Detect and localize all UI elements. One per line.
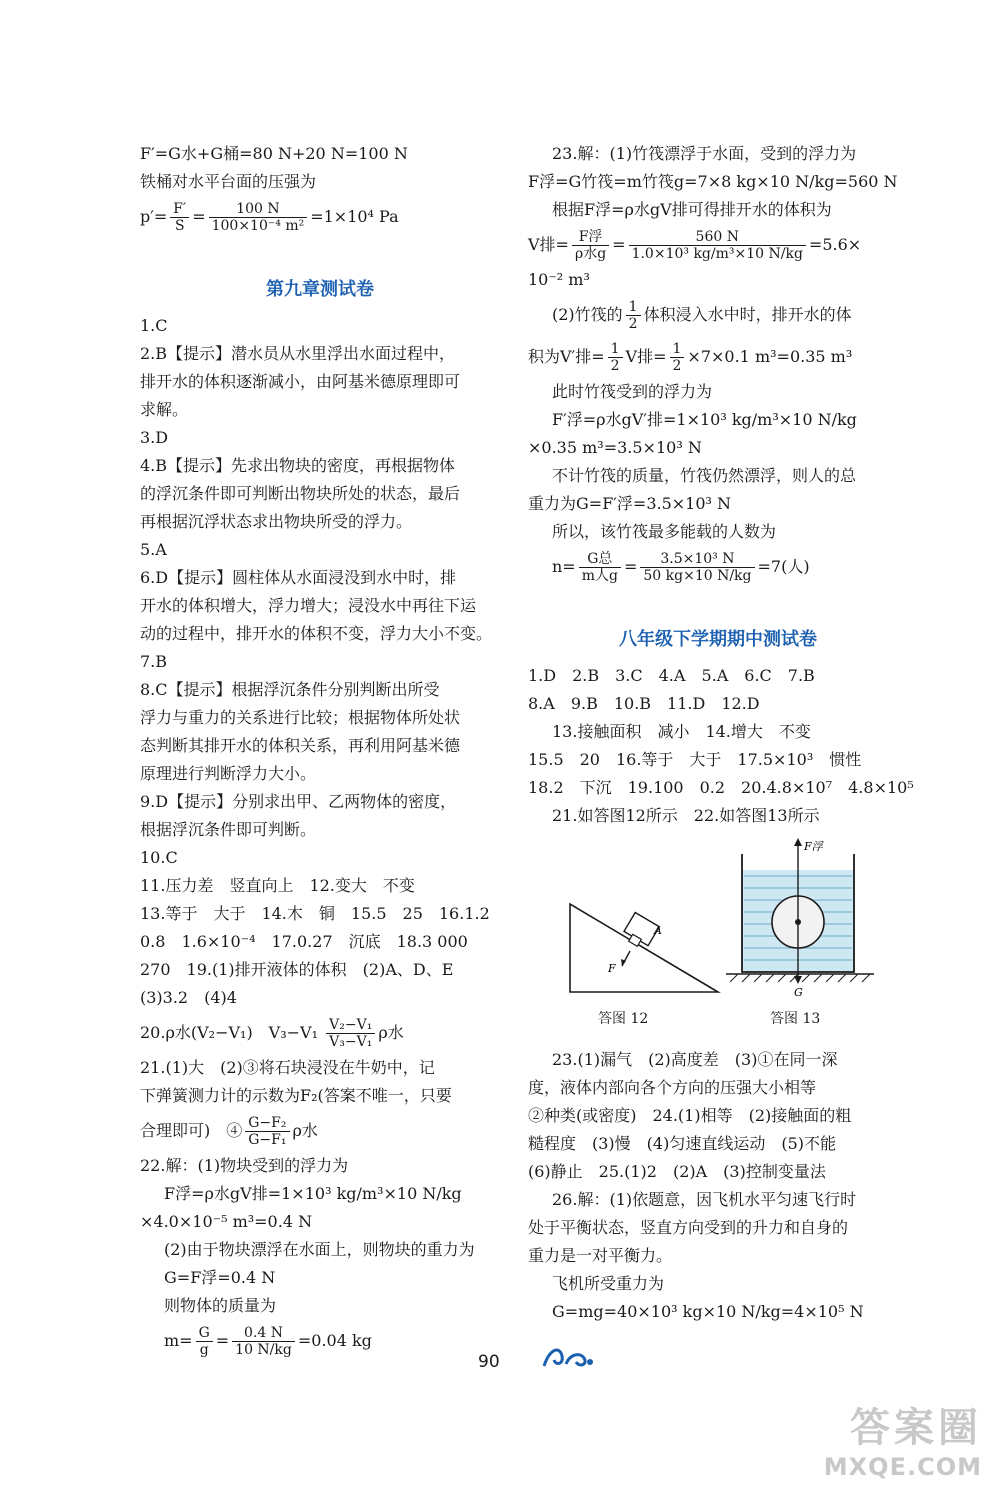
- answer-line: (3)3.2 (4)4: [140, 988, 237, 1007]
- answer-line: 动的过程中，排开水的体积不变，浮力大小不变。: [140, 624, 493, 643]
- answer-line: 原理进行判断浮力大小。: [140, 764, 317, 783]
- answer-line: 10.C: [140, 848, 178, 867]
- answer-line: 23.解：(1)竹筏漂浮于水面，受到的浮力为: [552, 144, 857, 163]
- answer-line: 求解。: [140, 400, 189, 419]
- answer-line: 0.8 1.6×10⁻⁴ 17.0.27 沉底 18.3 000: [140, 932, 468, 951]
- fraction: [170, 201, 189, 234]
- label-g: G: [794, 986, 803, 996]
- answer-line: 21.(1)大 (2)③将石块浸没在牛奶中，记: [140, 1058, 435, 1077]
- answer-line: ②种类(或密度) 24.(1)相等 (2)接触面的粗: [528, 1106, 852, 1125]
- answer-line: 糙程度 (3)慢 (4)匀速直线运动 (5)不能: [528, 1134, 836, 1153]
- answer-line: F浮=ρ水gV排=1×10³ kg/m³×10 N/kg: [164, 1184, 462, 1203]
- fraction-numerator: 1: [670, 341, 685, 358]
- watermark-url: MXQE.COM: [823, 1453, 982, 1481]
- fraction: [196, 1325, 213, 1358]
- answer-line: 根据F浮=ρ水gV排可得排开水的体积为: [552, 200, 832, 219]
- label-f: F: [608, 962, 616, 975]
- fraction-denominator: ρ水g: [574, 246, 607, 262]
- figure-caption: 答图 12: [598, 1011, 649, 1027]
- formula-text: 合理即可) ④: [140, 1121, 243, 1140]
- answer-line: 23.(1)漏气 (2)高度差 (3)①在同一深: [552, 1050, 838, 1069]
- fraction-numerator: G−F₂: [245, 1115, 289, 1132]
- fraction: [626, 299, 641, 332]
- answer-line: 1.D 2.B 3.C 4.A 5.A 6.C 7.B: [528, 666, 815, 685]
- fraction-denominator: 2: [628, 316, 638, 332]
- answer-line: 6.D【提示】圆柱体从水面浸没到水中时，排: [140, 568, 457, 587]
- label-a: A: [654, 924, 662, 937]
- chapter-title: 第九章测试卷: [266, 279, 374, 300]
- fraction-denominator: S: [174, 218, 185, 234]
- answer-line: 4.B【提示】先求出物块的密度，再根据物体: [140, 456, 456, 475]
- fraction: [245, 1115, 289, 1148]
- answer-line: F′浮=ρ水gV′排=1×10³ kg/m³×10 N/kg: [552, 410, 857, 429]
- answer-line: ×0.35 m³=3.5×10³ N: [528, 438, 702, 457]
- part2b-line: [528, 336, 908, 378]
- fraction: [608, 341, 623, 374]
- formula-text: =0.04 kg: [297, 1331, 372, 1350]
- answer-line: 7.B: [140, 652, 168, 671]
- formula-text: (2)竹筏的: [552, 305, 623, 324]
- answer-line: 21.如答图12所示 22.如答图13所示: [552, 806, 820, 825]
- fraction-denominator: 10 N/kg: [235, 1342, 292, 1358]
- fraction: [232, 1325, 295, 1358]
- fraction-numerator: 1: [626, 299, 641, 316]
- formula-text: 体积浸入水中时，排开水的体: [643, 305, 852, 324]
- answer-line: 所以，该竹筏最多能载的人数为: [552, 522, 777, 541]
- arrow-down-icon: [794, 976, 802, 984]
- formula-text: n=: [552, 557, 576, 576]
- formula-text: m=: [164, 1331, 193, 1350]
- fraction-denominator: m人g: [581, 568, 618, 584]
- part2-line: [528, 294, 908, 336]
- answer-line: G=mg=40×10³ kg×10 N/kg=4×10⁵ N: [552, 1302, 864, 1321]
- answer-line: 26.解：(1)依题意，因飞机水平匀速飞行时: [552, 1190, 857, 1209]
- formula-text: =5.6×: [808, 235, 862, 254]
- fraction-numerator: G总: [579, 551, 621, 568]
- page-number: 90: [478, 1352, 500, 1372]
- answer-line: 13.等于 大于 14.木 铜 15.5 25 16.1.2: [140, 904, 490, 923]
- answer-line: F浮=G竹筏=m竹筏g=7×8 kg×10 N/kg=560 N: [528, 172, 898, 191]
- answer-line: 的浮沉条件即可判断出物块所处的状态，最后: [140, 484, 461, 503]
- wave-ornament-icon: [540, 1342, 596, 1372]
- fraction-numerator: 560 N: [629, 229, 806, 246]
- formula-text: p′=: [140, 207, 168, 226]
- answer-line: 22.解：(1)物块受到的浮力为: [140, 1156, 349, 1175]
- fraction-numerator: V₂−V₁: [326, 1017, 375, 1034]
- answer-line: 态判断其排开水的体积关系，再利用阿基米德: [140, 736, 461, 755]
- q21-formula: [140, 1110, 500, 1152]
- fraction: [572, 229, 609, 262]
- fraction-numerator: 100 N: [209, 201, 308, 218]
- formula-text: ×7×0.1 m³=0.35 m³: [687, 347, 853, 366]
- answer-line: 2.B【提示】潜水员从水里浮出水面过程中，: [140, 344, 456, 363]
- fraction: [629, 229, 806, 262]
- answer-line: 1.C: [140, 316, 168, 335]
- fraction-numerator: G: [196, 1325, 213, 1342]
- text-line: 铁桶对水平台面的压强为: [140, 172, 317, 191]
- formula-text: =: [612, 235, 626, 254]
- volume-formula: [528, 224, 908, 266]
- answer-line: (6)静止 25.(1)2 (2)A (3)控制变量法: [528, 1162, 826, 1181]
- figure-caption: 答图 13: [770, 1011, 821, 1027]
- fraction-denominator: 2: [672, 358, 682, 374]
- formula-text: =1×10⁴ Pa: [310, 207, 399, 226]
- arrow-up-icon: [794, 838, 802, 846]
- fraction: [640, 551, 754, 584]
- answer-line: G=F浮=0.4 N: [164, 1268, 276, 1287]
- formula-text: 积为V′排=: [528, 347, 605, 366]
- watermark: [824, 1396, 982, 1481]
- formula-text: =: [623, 557, 638, 576]
- fraction-denominator: G−F₁: [248, 1132, 287, 1148]
- people-formula: [528, 546, 908, 588]
- fraction-denominator: 2: [610, 358, 620, 374]
- formula-text: =7(人): [757, 557, 810, 576]
- answer-line: (2)由于物块漂浮在水面上，则物块的重力为: [164, 1240, 475, 1259]
- fraction-numerator: F浮: [572, 229, 609, 246]
- fraction-denominator: 100×10⁻⁴ m²: [211, 218, 305, 234]
- answer-line: 开水的体积增大，浮力增大；浸没水中再往下运: [140, 596, 477, 615]
- answer-line: 9.D【提示】分别求出甲、乙两物体的密度，: [140, 792, 457, 811]
- fraction-numerator: 0.4 N: [232, 1325, 295, 1342]
- q20-formula: [140, 1012, 500, 1054]
- left-column: [140, 140, 500, 1362]
- container-diagram: [726, 836, 876, 996]
- answer-line: 处于平衡状态，竖直方向受到的升力和自身的: [528, 1218, 849, 1237]
- fraction: [209, 201, 308, 234]
- answer-line: 10⁻² m³: [528, 270, 590, 289]
- answer-line: 此时竹筏受到的浮力为: [552, 382, 713, 401]
- pressure-formula: [140, 196, 500, 238]
- answer-line: 根据浮沉条件即可判断。: [140, 820, 317, 839]
- incline-diagram: [568, 896, 728, 996]
- fraction-denominator: 50 kg×10 N/kg: [643, 568, 752, 584]
- answer-line: 13.接触面积 减小 14.增大 不变: [552, 722, 811, 741]
- fraction-numerator: 3.5×10³ N: [640, 551, 754, 568]
- answer-line: 则物体的质量为: [164, 1296, 277, 1315]
- formula-text: V排=: [625, 347, 667, 366]
- label-f-float: F浮: [804, 840, 823, 853]
- section-title: 八年级下学期期中测试卷: [619, 629, 817, 650]
- answer-line: 重力是一对平衡力。: [528, 1246, 673, 1265]
- answer-line: 5.A: [140, 540, 167, 559]
- fraction: [326, 1017, 375, 1050]
- answer-line: 度，液体内部向各个方向的压强大小相等: [528, 1078, 817, 1097]
- answer-line: 3.D: [140, 428, 169, 447]
- formula-text: ρ水: [292, 1121, 318, 1140]
- answer-line: 飞机所受重力为: [552, 1274, 665, 1293]
- formula-text: =: [215, 1331, 230, 1350]
- answer-line: 11.压力差 竖直向上 12.变大 不变: [140, 876, 415, 895]
- formula-text: V排=: [528, 235, 569, 254]
- fraction-denominator: V₃−V₁: [329, 1034, 373, 1050]
- fraction: [579, 551, 621, 584]
- answer-line: 8.A 9.B 10.B 11.D 12.D: [528, 694, 760, 713]
- answer-line: 重力为G=F′浮=3.5×10³ N: [528, 494, 732, 513]
- fraction-denominator: 1.0×10³ kg/m³×10 N/kg: [631, 246, 803, 262]
- answer-line: 再根据沉浮状态求出物块所受的浮力。: [140, 512, 413, 531]
- answer-line: 不计竹筏的质量，竹筏仍然漂浮，则人的总: [552, 466, 857, 485]
- watermark-text: 答案圈: [850, 1405, 982, 1451]
- formula-text: ρ水: [378, 1023, 404, 1042]
- mass-formula: [140, 1320, 500, 1362]
- fraction-numerator: 1: [608, 341, 623, 358]
- answer-line: 15.5 20 16.等于 大于 17.5×10³ 惯性: [528, 750, 862, 769]
- answer-line: 浮力与重力的关系进行比较；根据物体所处状: [140, 708, 461, 727]
- answer-line: 8.C【提示】根据浮沉条件分别判断出所受: [140, 680, 440, 699]
- figure-row: [528, 836, 908, 1046]
- fraction-denominator: g: [199, 1342, 209, 1358]
- answer-line: 270 19.(1)排开液体的体积 (2)A、D、E: [140, 960, 454, 979]
- answer-line: 排开水的体积逐渐减小，由阿基米德原理即可: [140, 372, 461, 391]
- answer-line: ×4.0×10⁻⁵ m³=0.4 N: [140, 1212, 313, 1231]
- answer-line: 18.2 下沉 19.100 0.2 20.4.8×10⁷ 4.8×10⁵: [528, 778, 914, 797]
- text-line: F′=G水+G桶=80 N+20 N=100 N: [140, 144, 408, 163]
- fraction: [670, 341, 685, 374]
- answer-line: 下弹簧测力计的示数为F₂(答案不唯一，只要: [140, 1086, 452, 1105]
- formula-text: 20.ρ水(V₂−V₁) V₃−V₁: [140, 1023, 319, 1042]
- right-column: [528, 140, 914, 1326]
- formula-text: =: [192, 207, 206, 226]
- fraction-numerator: F′: [170, 201, 189, 218]
